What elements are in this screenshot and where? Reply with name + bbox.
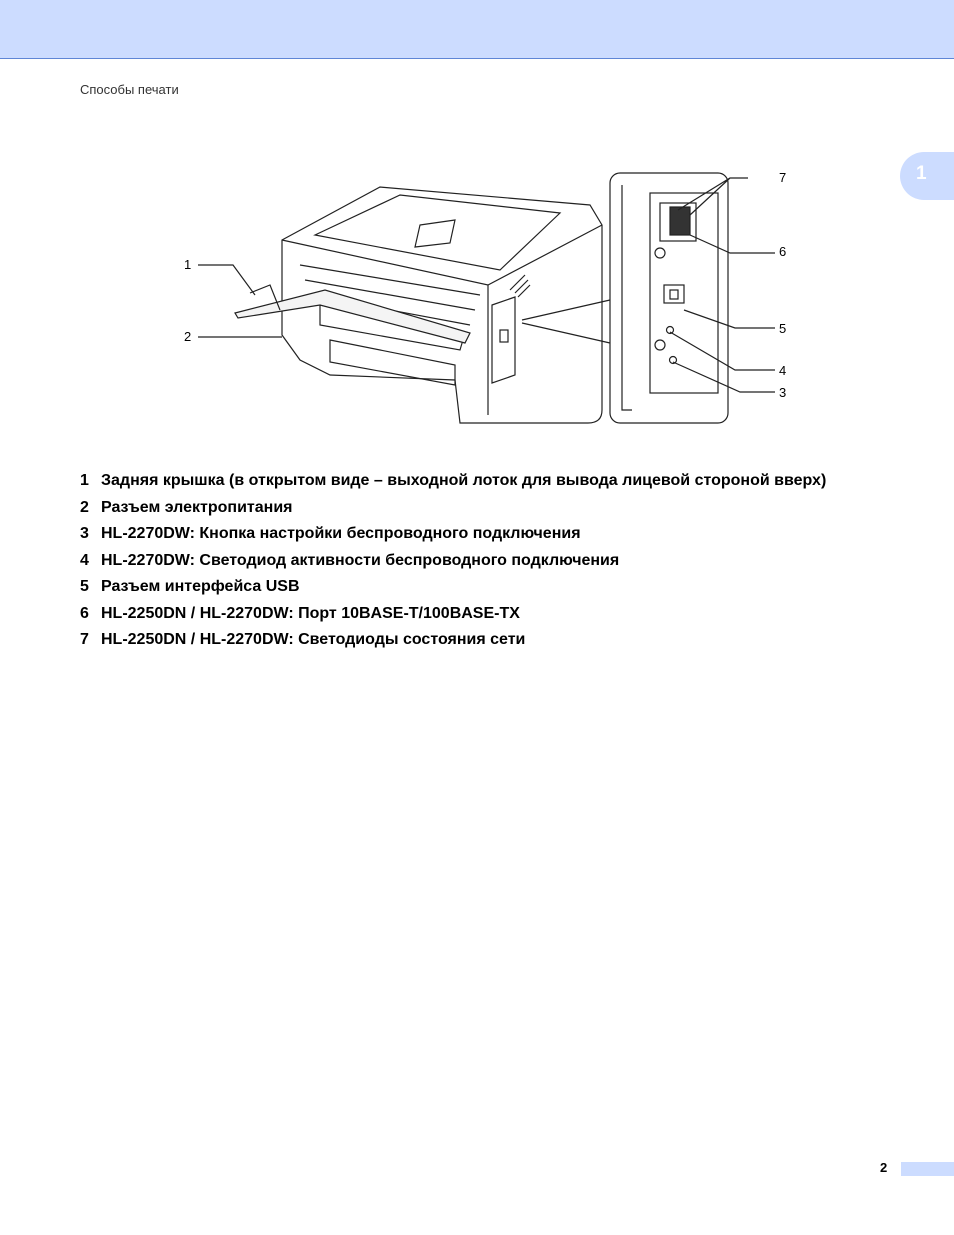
callout-4: 4 bbox=[779, 363, 787, 378]
callout-7: 7 bbox=[779, 170, 787, 185]
page-number-bar bbox=[901, 1162, 954, 1176]
item-text: HL-2270DW: Кнопка настройки беспроводного подключения bbox=[101, 525, 581, 542]
list-item bbox=[80, 627, 826, 654]
item-number: 6 bbox=[80, 604, 89, 622]
item-text: Разъем интерфейса USB bbox=[101, 578, 300, 595]
item-text: Разъем электропитания bbox=[101, 498, 293, 516]
callout-1: 1 bbox=[184, 257, 192, 272]
list-item bbox=[80, 495, 826, 522]
header-band bbox=[0, 0, 954, 59]
item-number: 2 bbox=[80, 498, 89, 516]
chapter-tab[interactable] bbox=[900, 152, 954, 200]
list-item bbox=[80, 548, 826, 575]
item-number: 3 bbox=[80, 525, 89, 542]
item-text: HL-2270DW: Светодиод активности беспроводного подключения bbox=[101, 551, 620, 569]
callout-5: 5 bbox=[779, 321, 787, 336]
item-number: 4 bbox=[80, 551, 89, 569]
callout-2: 2 bbox=[184, 329, 192, 344]
chapter-number: 1 bbox=[916, 163, 927, 184]
callout-6: 6 bbox=[779, 244, 787, 259]
list-item bbox=[80, 601, 826, 628]
printer-rear-illustration bbox=[170, 165, 790, 430]
item-text: HL-2250DN / HL-2270DW: Светодиоды состояния сети bbox=[101, 631, 526, 648]
page-number: 2 bbox=[880, 1160, 888, 1175]
breadcrumb: Способы печати bbox=[80, 82, 179, 97]
list-item bbox=[80, 468, 826, 495]
item-text: Задняя крышка (в открытом виде – выходной лоток для вывода лицевой стороной вверх) bbox=[101, 472, 827, 489]
item-number: 7 bbox=[80, 631, 89, 648]
callout-3: 3 bbox=[779, 385, 787, 400]
callout-legend-list bbox=[80, 468, 826, 654]
item-number: 5 bbox=[80, 578, 89, 595]
item-text: HL-2250DN / HL-2270DW: Порт 10BASE-T/100BASE-TX bbox=[101, 604, 520, 622]
item-number: 1 bbox=[80, 472, 89, 489]
list-item bbox=[80, 521, 826, 548]
list-item bbox=[80, 574, 826, 601]
